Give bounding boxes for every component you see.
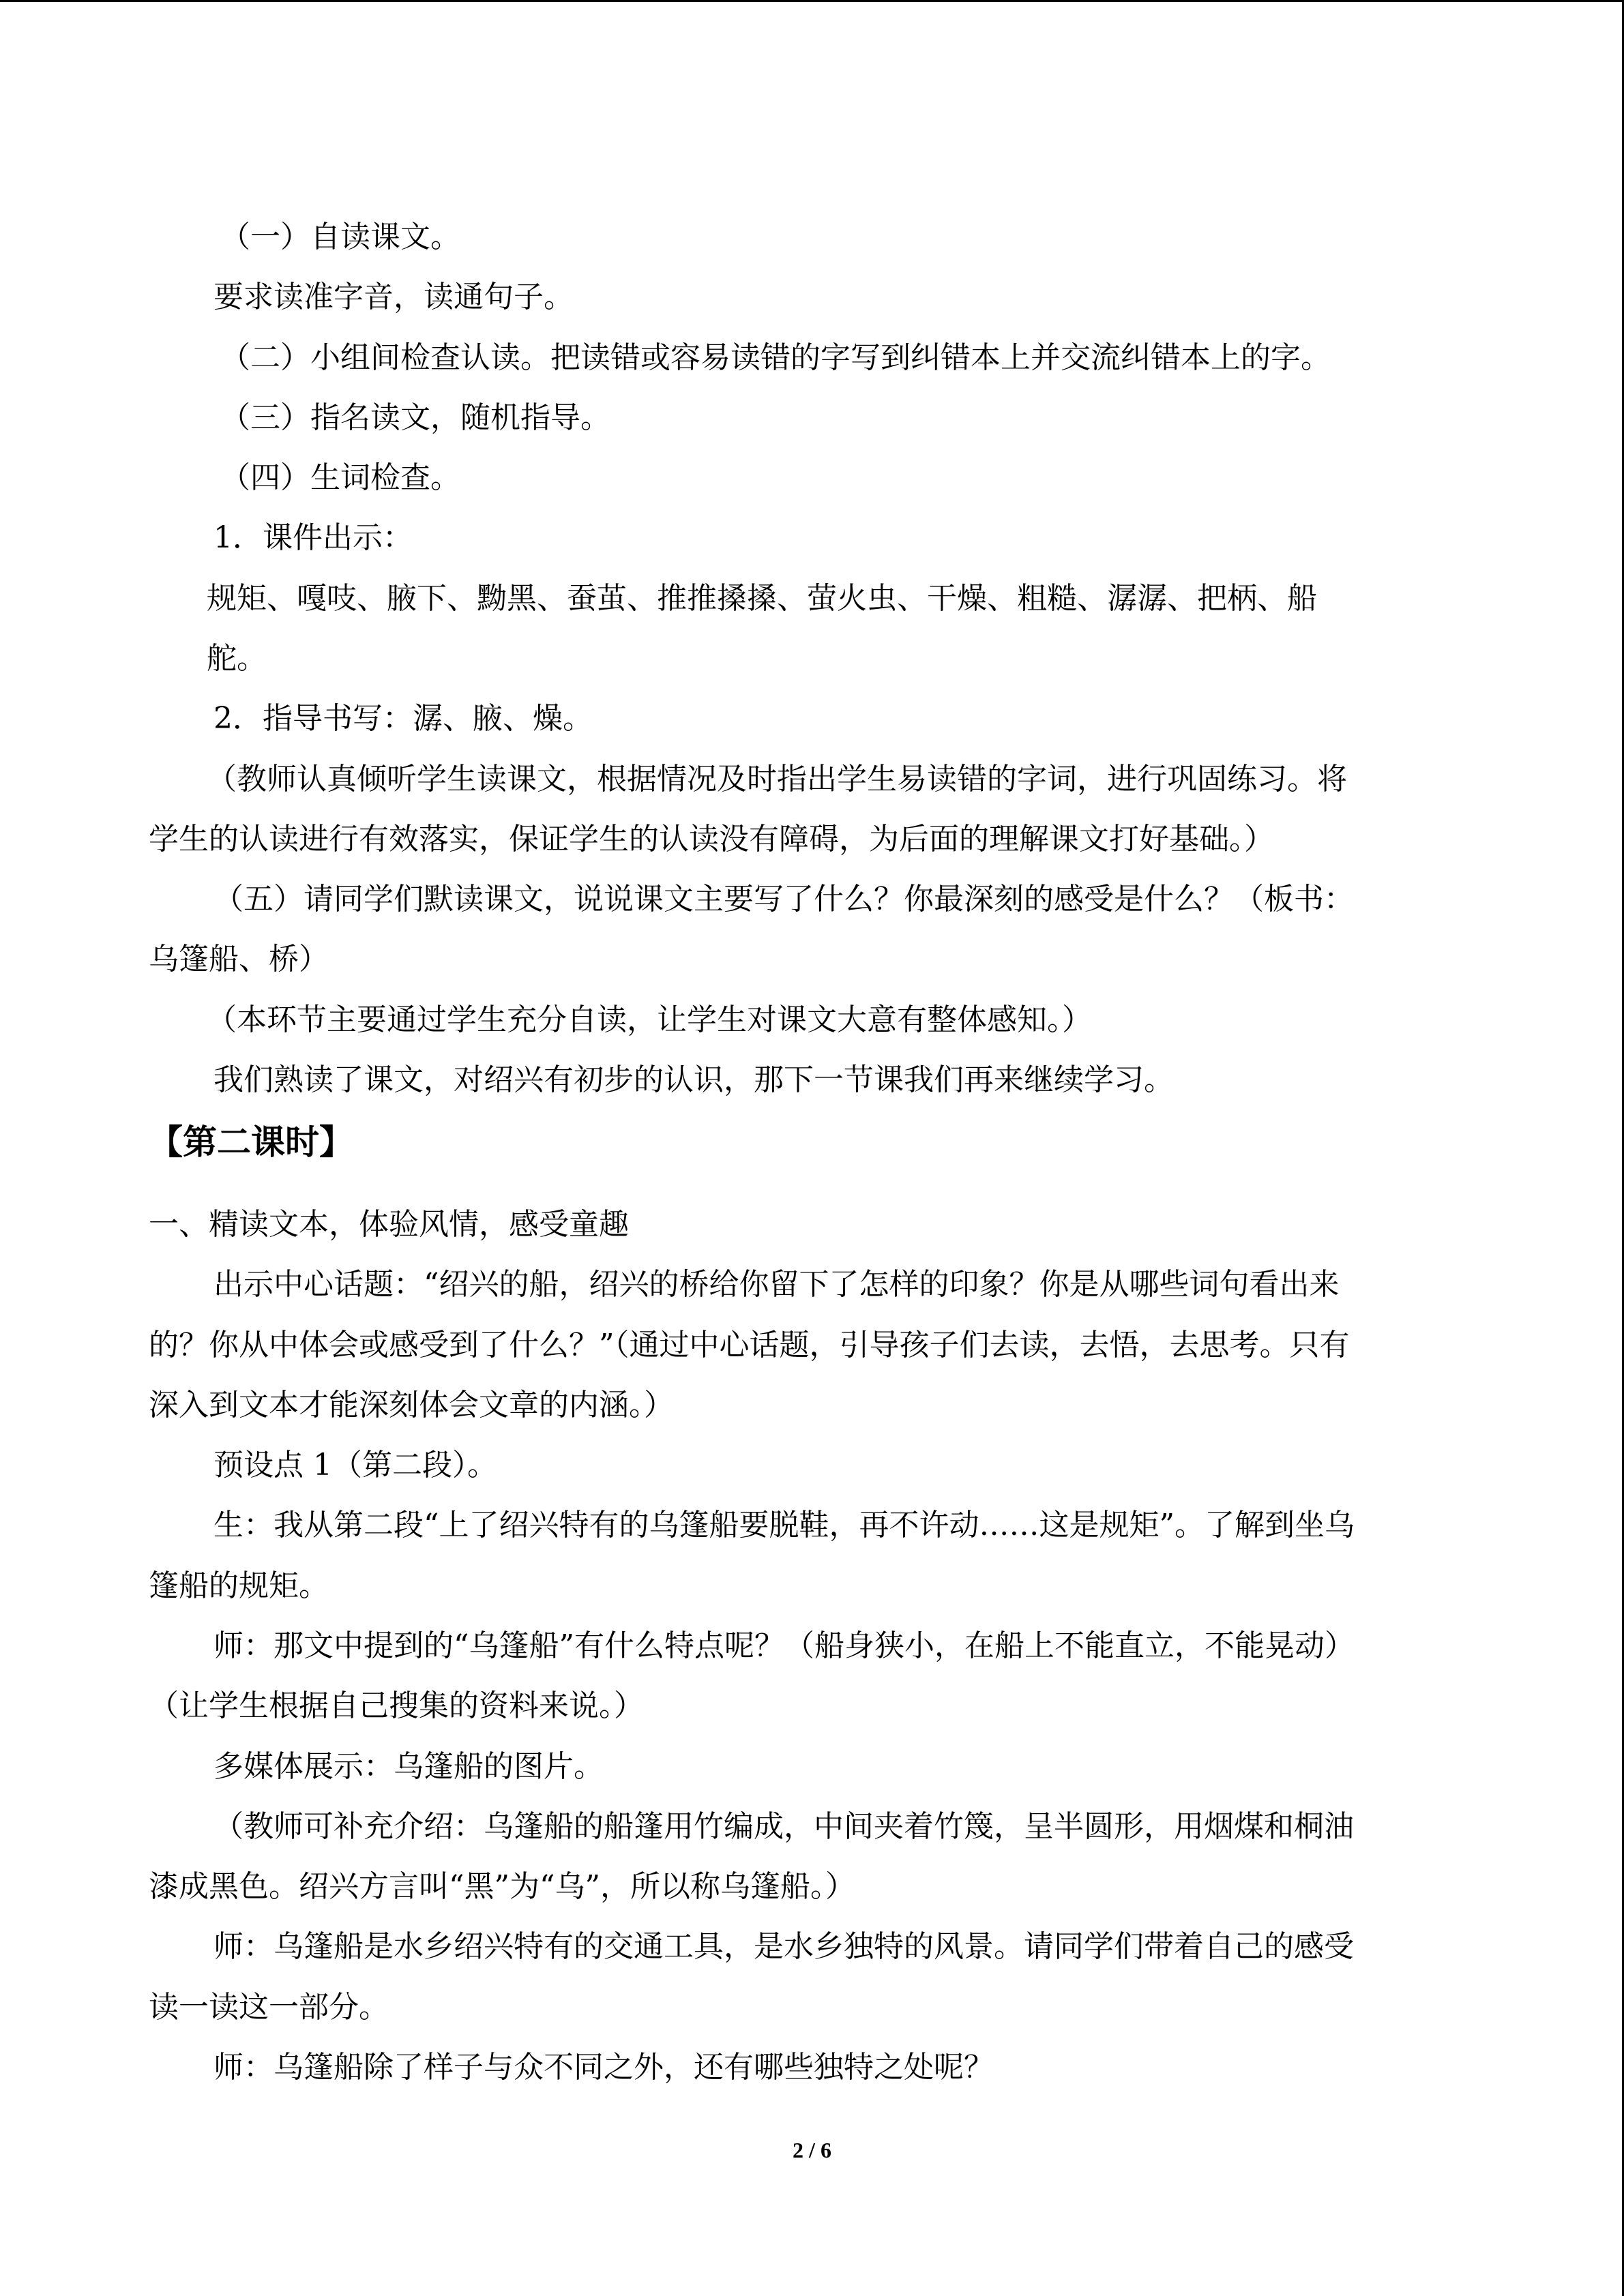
text-line: 漆成黑色。绍兴方言叫“黑”为“乌”，所以称乌篷船。） bbox=[149, 1869, 855, 1904]
text-line: 师：那文中提到的“乌篷船”有什么特点呢？（船身狭小，在船上不能直立，不能晃动） bbox=[213, 1628, 1355, 1663]
text-line: （四）生词检查。 bbox=[220, 460, 460, 495]
text-line: 舵。 bbox=[207, 641, 267, 676]
text-line: （让学生根据自己搜集的资料来说。） bbox=[149, 1688, 644, 1723]
text-line: 多媒体展示：乌篷船的图片。 bbox=[213, 1749, 604, 1784]
text-line: （三）指名读文，随机指导。 bbox=[220, 400, 610, 435]
text-line: （教师认真倾听学生读课文，根据情况及时指出学生易读错的字词，进行巩固练习。将 bbox=[207, 762, 1347, 796]
text-line: 一、精读文本，体验风情，感受童趣 bbox=[149, 1207, 629, 1242]
text-line: 规矩、嘎吱、腋下、黝黑、蚕茧、推推搡搡、萤火虫、干燥、粗糙、潺潺、把柄、船 bbox=[207, 581, 1317, 616]
text-line: 乌篷船、桥） bbox=[149, 942, 329, 976]
text-line: 的？你从中体会或感受到了什么？”（通过中心话题，引导孩子们去读，去悟，去思考。只有 bbox=[149, 1328, 1350, 1362]
text-line: 深入到文本才能深刻体会文章的内涵。） bbox=[149, 1388, 674, 1422]
text-line: 学生的认读进行有效落实，保证学生的认读没有障碍，为后面的理解课文打好基础。） bbox=[149, 822, 1274, 856]
text-line: 我们熟读了课文，对绍兴有初步的认识，那下一节课我们再来继续学习。 bbox=[213, 1062, 1174, 1097]
text-line: 师：乌篷船是水乡绍兴特有的交通工具，是水乡独特的风景。请同学们带着自己的感受 bbox=[213, 1929, 1354, 1964]
text-line: 1．课件出示： bbox=[213, 520, 413, 555]
text-line: 2．指导书写：潺、腋、燥。 bbox=[213, 701, 593, 736]
text-line: （教师可补充介绍：乌篷船的船篷用竹编成，中间夹着竹篾，呈半圆形，用烟煤和桐油 bbox=[213, 1809, 1354, 1844]
text-line: 预设点 1（第二段）。 bbox=[213, 1448, 497, 1482]
text-line: （二）小组间检查认读。把读错或容易读错的字写到纠错本上并交流纠错本上的字。 bbox=[220, 340, 1331, 375]
text-line: 篷船的规矩。 bbox=[149, 1568, 329, 1603]
page-number: 2 / 6 bbox=[793, 2138, 831, 2162]
text-line: （本环节主要通过学生充分自读，让学生对课文大意有整体感知。） bbox=[207, 1002, 1092, 1037]
text-line: 读一读这一部分。 bbox=[149, 1990, 389, 2025]
text-line: （五）请同学们默读课文，说说课文主要写了什么？你最深刻的感受是什么？（板书： bbox=[213, 882, 1354, 916]
section-heading: 【第二课时】 bbox=[149, 1122, 353, 1162]
text-line: 师：乌篷船除了样子与众不同之外，还有哪些独特之处呢？ bbox=[213, 2050, 994, 2085]
text-line: （一）自读课文。 bbox=[220, 220, 460, 254]
text-line: 出示中心话题：“绍兴的船，绍兴的桥给你留下了怎样的印象？你是从哪些词句看出来 bbox=[213, 1267, 1340, 1302]
text-line: 生：我从第二段“上了绍兴特有的乌篷船要脱鞋，再不许动……这是规矩”。了解到坐乌 bbox=[213, 1508, 1355, 1542]
text-line: 要求读准字音，读通句子。 bbox=[213, 280, 574, 314]
